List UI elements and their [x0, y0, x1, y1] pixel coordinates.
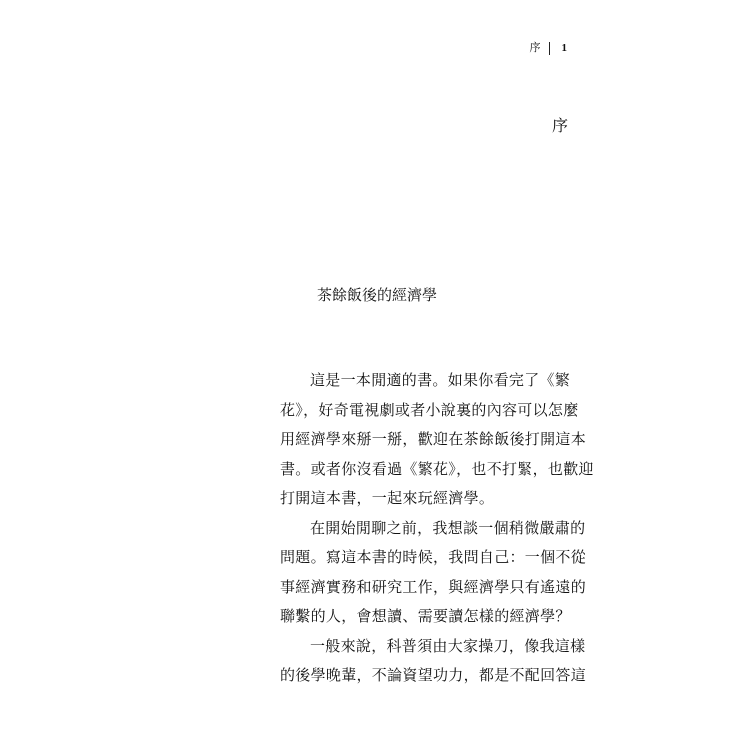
section-title: 茶餘飯後的經濟學 [316, 286, 437, 304]
body-text [280, 366, 594, 691]
paragraph-line: 一般來說，科普須由大家操刀，像我這樣 [310, 636, 586, 655]
paragraph-line: 事經濟實務和研究工作，與經濟學只有遙遠的 [280, 577, 587, 596]
paragraph-line: 問題。寫這本書的時候，我問自己：一個不從 [280, 548, 587, 566]
chapter-title: 序 [551, 116, 568, 135]
running-head-title: 序 [529, 41, 541, 54]
paragraph-line: 打開這本書，一起來玩經濟學。 [280, 489, 495, 507]
paragraph-line: 聯繫的人，會想讀、需要讀怎樣的經濟學？ [280, 607, 571, 625]
page-number: 1 [561, 42, 567, 54]
running-head [530, 40, 568, 56]
running-head-divider [549, 42, 550, 55]
paragraph-line: 這是一本閒適的書。如果你看完了《繁 [310, 371, 571, 389]
paragraph-line: 書。或者你沒看過《繁花》，也不打緊，也歡迎 [280, 459, 594, 478]
paragraph-line: 的後學晚輩，不論資望功力，都是不配回答這 [280, 666, 587, 684]
paragraph-line: 在開始閒聊之前，我想談一個稍微嚴肅的 [310, 518, 586, 537]
paragraph-line: 花》，好奇電視劇或者小說裏的內容可以怎麼 [280, 400, 579, 419]
paragraph-line: 用經濟學來掰一掰，歡迎在茶餘飯後打開這本 [280, 430, 587, 448]
